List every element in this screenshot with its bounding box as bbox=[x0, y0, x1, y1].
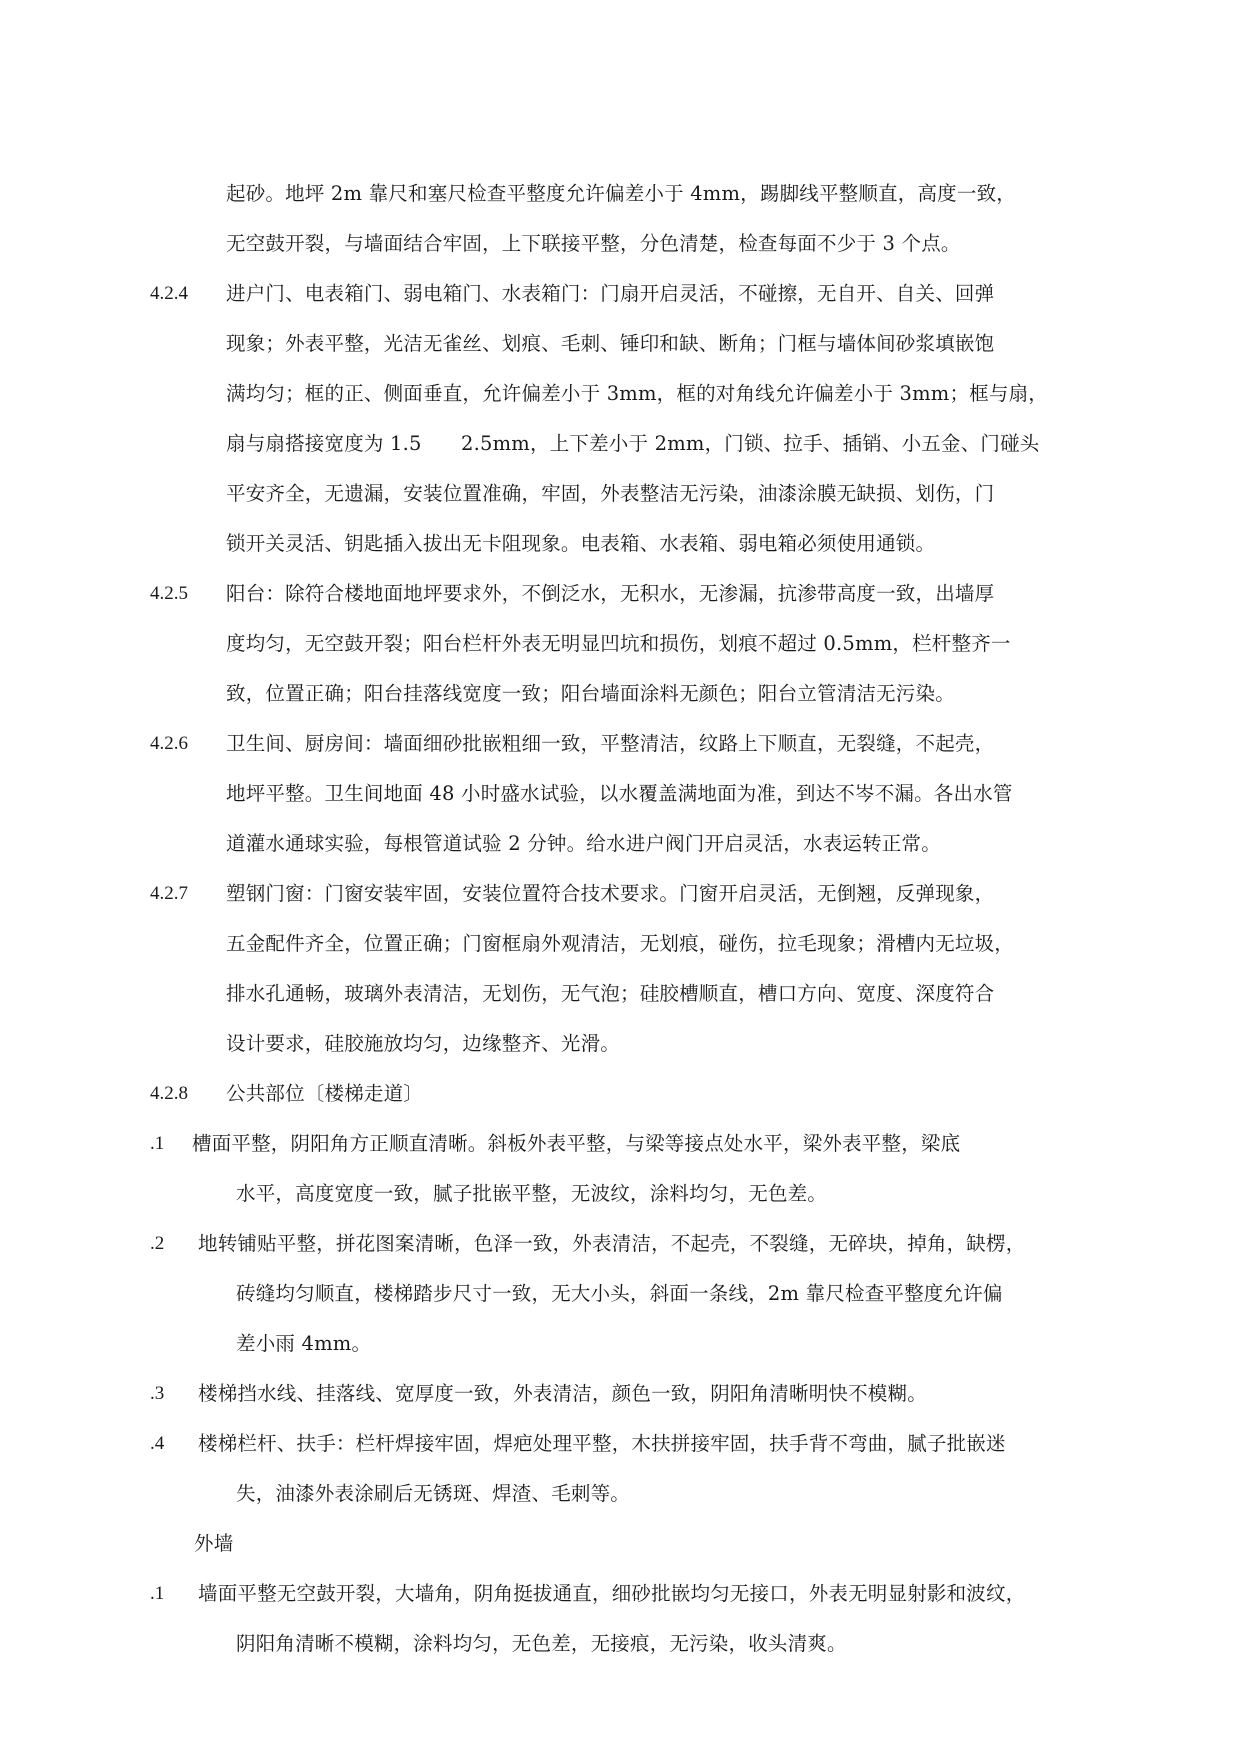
item-number: .1 bbox=[150, 1583, 165, 1604]
paragraph-line: 锁开关灵活、钥匙插入拔出无卡阻现象。电表箱、水表箱、弱电箱必须使用通锁。 bbox=[226, 532, 936, 555]
item-number: .1 bbox=[150, 1133, 165, 1154]
paragraph-line: 砖缝均匀顺直，楼梯踏步尺寸一致，无大小头，斜面一条线，2m 靠尺检查平整度允许偏 bbox=[236, 1282, 1003, 1305]
section-number: 4.2.8 bbox=[150, 1083, 188, 1104]
paragraph-line: 阴阳角清晰不模糊，涂料均匀，无色差，无接痕，无污染，收头清爽。 bbox=[236, 1632, 847, 1655]
section-number: 4.2.5 bbox=[150, 583, 188, 604]
paragraph-line: 地转铺贴平整，拼花图案清晰，色泽一致，外表清洁，不起壳，不裂缝，无碎块，掉角，缺楞， bbox=[198, 1232, 1026, 1255]
paragraph-line: 排水孔通畅，玻璃外表清洁，无划伤，无气泡；硅胶槽顺直，槽口方向、宽度、深度符合 bbox=[226, 982, 995, 1005]
paragraph-line: 楼梯栏杆、扶手：栏杆焊接牢固，焊疤处理平整，木扶拼接牢固，扶手背不弯曲，腻子批嵌迷 bbox=[198, 1432, 1006, 1455]
paragraph-line: 地坪平整。卫生间地面 48 小时盛水试验，以水覆盖满地面为准，到达不岑不漏。各出水管 bbox=[226, 782, 1013, 805]
paragraph-line: 卫生间、厨房间：墙面细砂批嵌粗细一致，平整清洁，纹路上下顺直，无裂缝，不起壳， bbox=[226, 732, 995, 755]
paragraph-line: 水平，高度宽度一致，腻子批嵌平整，无波纹，涂料均匀，无色差。 bbox=[236, 1182, 828, 1205]
item-number: .2 bbox=[150, 1233, 165, 1254]
paragraph-line: 无空鼓开裂，与墙面结合牢固，上下联接平整，分色清楚，检查每面不少于 3 个点。 bbox=[226, 232, 961, 255]
paragraph-line: 设计要求，硅胶施放均匀，边缘整齐、光滑。 bbox=[226, 1032, 621, 1055]
paragraph-line: 墙面平整无空鼓开裂，大墙角，阴角挺拔通直，细砂批嵌均匀无接口，外表无明显射影和波纹， bbox=[198, 1582, 1026, 1605]
section-heading: 公共部位〔楼梯走道〕 bbox=[226, 1082, 424, 1105]
paragraph-line: 阳台：除符合楼地面地坪要求外，不倒泛水，无积水，无渗漏，抗渗带高度一致，出墙厚 bbox=[226, 582, 995, 605]
item-number: .4 bbox=[150, 1433, 165, 1454]
paragraph-line: 失，油漆外表涂刷后无锈斑、焊渣、毛刺等。 bbox=[236, 1482, 631, 1505]
paragraph-line: 进户门、电表箱门、弱电箱门、水表箱门：门扇开启灵活，不碰擦，无自开、自关、回弹 bbox=[226, 282, 995, 305]
paragraph-line: 楼梯挡水线、挂落线、宽厚度一致，外表清洁，颜色一致，阴阳角清晰明快不模糊。 bbox=[198, 1382, 927, 1405]
paragraph-line: 道灌水通球实验，每根管道试验 2 分钟。给水进户阀门开启灵活，水表运转正常。 bbox=[226, 832, 941, 855]
paragraph-line: 平安齐全，无遗漏，安装位置准确，牢固，外表整洁无污染，油漆涂膜无缺损、划伤，门 bbox=[226, 482, 995, 505]
section-number: 4.2.6 bbox=[150, 733, 188, 754]
paragraph-line: 度均匀，无空鼓开裂；阳台栏杆外表无明显凹坑和损伤，划痕不超过 0.5mm，栏杆整齐一 bbox=[226, 632, 1011, 655]
section-number: 4.2.7 bbox=[150, 883, 188, 904]
paragraph-line: 满均匀；框的正、侧面垂直，允许偏差小于 3mm，框的对角线允许偏差小于 3mm；框与扇， bbox=[226, 382, 1048, 405]
paragraph-line: 槽面平整，阴阳角方正顺直清晰。斜板外表平整，与梁等接点处水平，梁外表平整，梁底 bbox=[192, 1132, 961, 1155]
paragraph-line: 扇与扇搭接宽度为 1.5 2.5mm，上下差小于 2mm，门锁、拉手、插销、小五金、门碰头 bbox=[226, 432, 1040, 455]
paragraph-line: 起砂。地坪 2m 靠尺和塞尺检查平整度允许偏差小于 4mm，踢脚线平整顺直，高度一致， bbox=[226, 182, 1016, 205]
item-number: .3 bbox=[150, 1383, 165, 1404]
paragraph-line: 现象；外表平整，光洁无雀丝、划痕、毛刺、锤印和缺、断角；门框与墙体间砂浆填嵌饱 bbox=[226, 332, 995, 355]
paragraph-line: 差小雨 4mm。 bbox=[236, 1332, 372, 1355]
paragraph-line: 致，位置正确；阳台挂落线宽度一致；阳台墙面涂料无颜色；阳台立管清洁无污染。 bbox=[226, 682, 955, 705]
paragraph-line: 五金配件齐全，位置正确；门窗框扇外观清洁，无划痕，碰伤，拉毛现象；滑槽内无垃圾， bbox=[226, 932, 1015, 955]
subsection-heading: 外墙 bbox=[194, 1532, 234, 1555]
section-number: 4.2.4 bbox=[150, 283, 188, 304]
paragraph-line: 塑钢门窗：门窗安装牢固，安装位置符合技术要求。门窗开启灵活，无倒翘，反弹现象， bbox=[226, 882, 995, 905]
